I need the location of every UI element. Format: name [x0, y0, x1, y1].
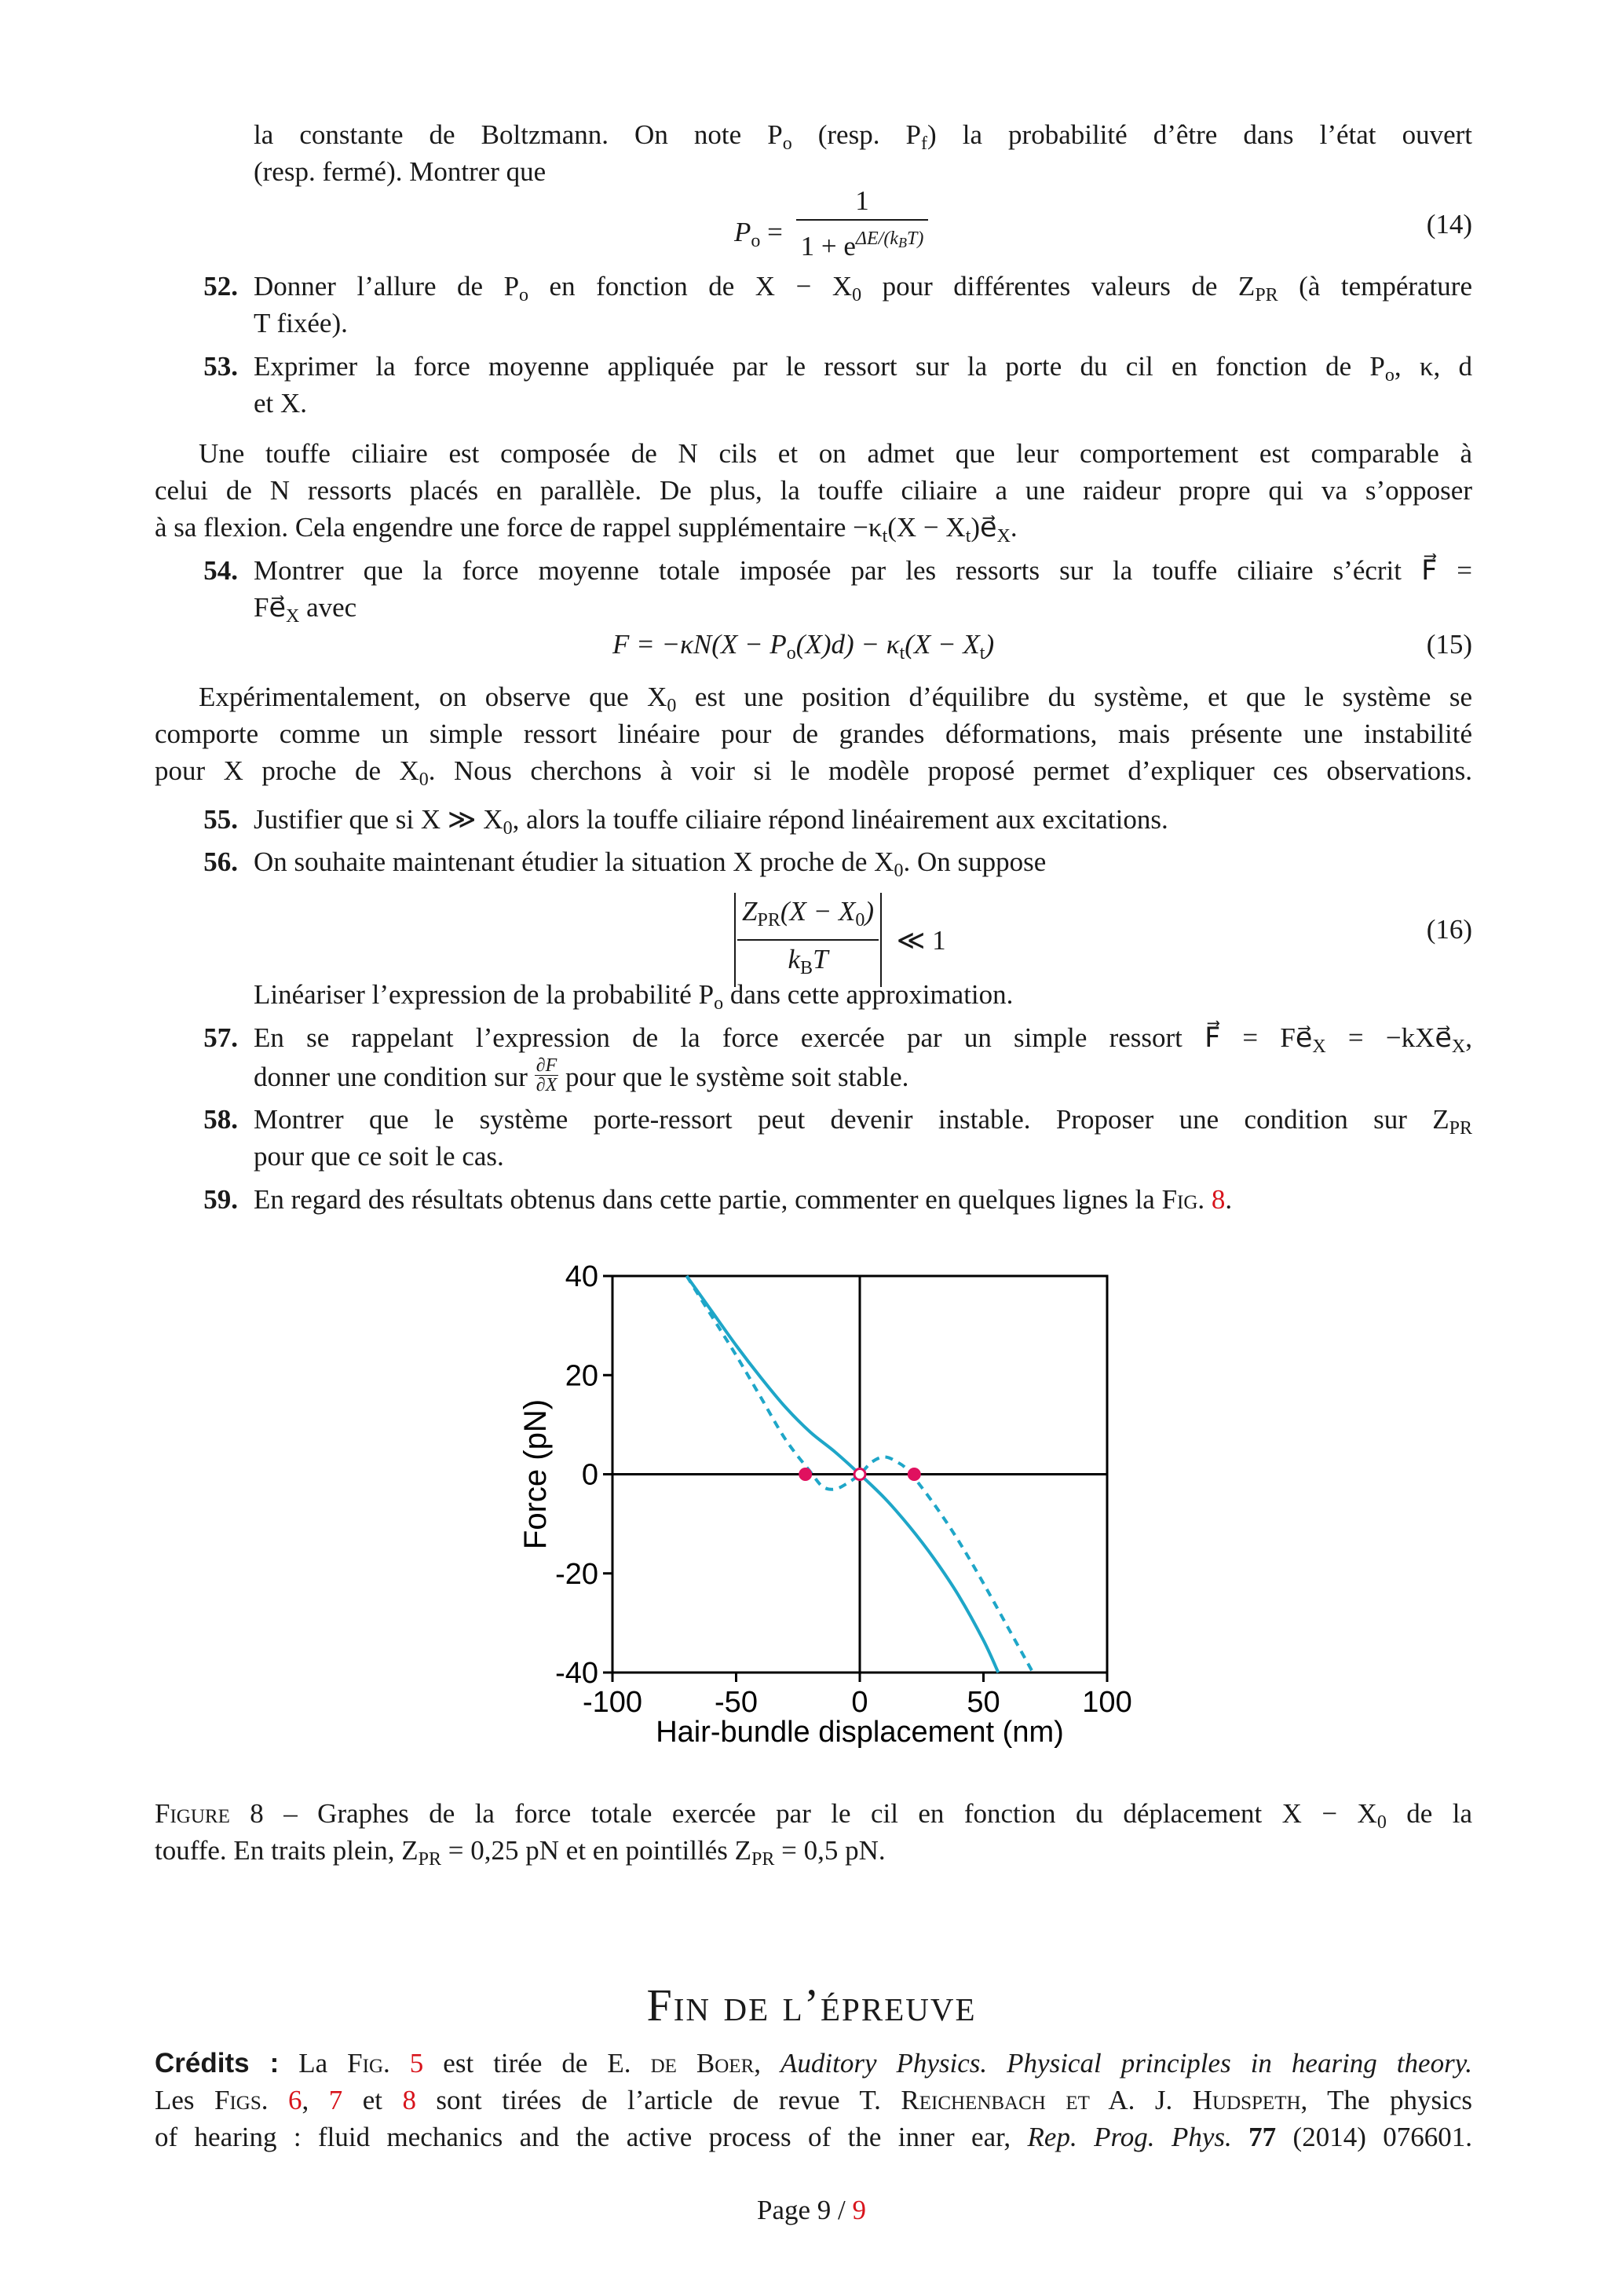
- question-number: 56.: [203, 846, 238, 877]
- question-58-line: pour que ce soit le cas.: [254, 1141, 504, 1172]
- credits-line: of hearing : fluid mechanics and the active process of the inner ear, Rep. Prog. Phys. 77 (2014) 076601.: [155, 2122, 1473, 2152]
- paragraph-line: à sa flexion. Cela engendre une force de rappel supplémentaire $-\kappa_t(X$ − $X_t)e⃗_X$.: [155, 512, 1018, 547]
- x-tick-label: 0: [851, 1686, 868, 1719]
- y-tick-label: 20: [565, 1359, 598, 1393]
- x-tick-label: 50: [967, 1686, 1000, 1719]
- paragraph-line: pour X proche de $X_0$. Nous cherchons à voir si le modèle proposé permet d’expliquer ces observations.: [155, 755, 1472, 790]
- paragraph-line: Expérimentalement, on observe que $X_0$ est une position d’équilibre du système, et que le système se: [199, 682, 1472, 716]
- paragraph-line: la constante de Boltzmann. On note $P_o$ (resp. $P_f$) la probabilité d’être dans l’état ouvert: [254, 119, 1472, 154]
- equation-number: (14): [1426, 209, 1472, 239]
- question-number: 54.: [203, 555, 238, 586]
- end-title: Fin de l’épreuve: [646, 1980, 977, 2031]
- y-tick-label: 40: [565, 1260, 598, 1293]
- figure-reference[interactable]: 8: [1211, 1184, 1226, 1215]
- x-axis-label: Hair-bundle displacement (nm): [656, 1716, 1064, 1749]
- question-number: 59.: [203, 1184, 238, 1215]
- question-56-line: Linéariser l’expression de la probabilité $P_o$ dans cette approximation.: [254, 979, 1014, 1014]
- question-55-line: Justifier que si X ≫ $X_0$, alors la touffe ciliaire répond linéairement aux excitations.: [254, 804, 1168, 839]
- credits-line: Crédits : La Fig. 5 est tirée de E. de Boer, Auditory Physics. Physical principles in hearing theory.: [155, 2048, 1473, 2078]
- question-number: 53.: [203, 351, 238, 382]
- y-axis-label: Force (pN): [518, 1398, 553, 1550]
- equation-14: $P_o$ = $\frac{1}{1 + e^{\Delta E/(kBT)}}$: [734, 182, 928, 265]
- x-tick-label: 100: [1082, 1686, 1132, 1719]
- figure-caption: touffe. En traits plein, $Z_{PR} = 0,25$ pN et en pointillés $Z_{PR} = 0,5$ pN.: [155, 1835, 886, 1870]
- figure-reference[interactable]: 5: [409, 2048, 424, 2078]
- question-number: 57.: [203, 1022, 238, 1053]
- credits-line: Les Figs. 6, 7 et 8 sont tirées de l’article de revue T. Reichenbach et A. J. Hudspeth, The physics: [155, 2085, 1473, 2115]
- equation-number: (16): [1426, 914, 1472, 945]
- question-58-line: Montrer que le système porte-ressort peut devenir instable. Proposer une condition sur $Z_{PR}$: [254, 1104, 1472, 1139]
- question-52-line: T fixée).: [254, 308, 348, 338]
- question-57-line: donner une condition sur $\frac{\partial F}{\partial X}$ pour que le système soit stable.: [254, 1055, 909, 1095]
- y-tick-label: -20: [555, 1557, 598, 1591]
- question-number: 55.: [203, 804, 238, 835]
- question-54-line: $Fe⃗_X$ avec: [254, 592, 357, 627]
- y-tick-label: -40: [555, 1657, 598, 1690]
- equilibrium-point: [908, 1469, 919, 1480]
- figure-reference[interactable]: 7: [328, 2085, 343, 2115]
- question-53-line: Exprimer la force moyenne appliquée par le ressort sur la porte du cil en fonction de $P_o$, κ, d: [254, 351, 1472, 386]
- question-54-line: Montrer que la force moyenne totale imposée par les ressorts sur la touffe ciliaire s’écrit F⃗ =: [254, 555, 1472, 586]
- figure-8-chart: [487, 1249, 1162, 1775]
- equilibrium-point: [800, 1469, 811, 1480]
- question-56-line: On souhaite maintenant étudier la situation X proche de $X_0$. On suppose: [254, 846, 1047, 881]
- question-52-line: Donner l’allure de $P_o$ en fonction de $X - X_0$ pour différentes valeurs de $Z_{PR}$ (à température: [254, 271, 1473, 305]
- figure-reference[interactable]: 6: [288, 2085, 302, 2115]
- x-tick-label: -50: [715, 1686, 758, 1719]
- paragraph-line: Une touffe ciliaire est composée de N cils et on admet que leur comportement est comparable à: [199, 438, 1472, 469]
- paragraph-line: celui de N ressorts placés en parallèle. De plus, la touffe ciliaire a une raideur propre qui va s’opposer: [155, 475, 1472, 506]
- question-53-line: et X.: [254, 388, 308, 419]
- x-tick-label: -100: [582, 1686, 643, 1719]
- equation-number: (15): [1426, 629, 1472, 660]
- equation-15: $F = -\kappa N(X - P_o(X)d) - \kappa_t(X - X_t)$: [612, 629, 995, 664]
- equilibrium-point: [854, 1469, 865, 1480]
- page-footer: Page 9 / 9: [756, 2195, 866, 2225]
- paragraph-line: comporte comme un simple ressort linéaire pour de grandes déformations, mais présente une instabilité: [155, 718, 1472, 749]
- question-59-line: En regard des résultats obtenus dans cette partie, commenter en quelques lignes la Fig. 8.: [254, 1184, 1233, 1215]
- figure-caption: Figure 8 – Graphes de la force totale exercée par le cil en fonction du déplacement $X - X_0$ de la: [155, 1798, 1472, 1833]
- equation-16: $\frac{Z_{PR}(X - X_0)}{k_BT}$ ≪ 1: [734, 893, 946, 987]
- last-page-link[interactable]: 9: [852, 2195, 866, 2225]
- question-number: 58.: [203, 1104, 238, 1135]
- question-57-line: En se rappelant l’expression de la force exercée par un simple ressort F⃗ = $Fe⃗_X$ = $-kXe⃗_X$,: [254, 1022, 1472, 1057]
- question-number: 52.: [203, 271, 238, 302]
- figure-reference[interactable]: 8: [402, 2085, 416, 2115]
- y-tick-label: 0: [581, 1458, 598, 1492]
- paragraph-line: (resp. fermé). Montrer que: [254, 156, 546, 187]
